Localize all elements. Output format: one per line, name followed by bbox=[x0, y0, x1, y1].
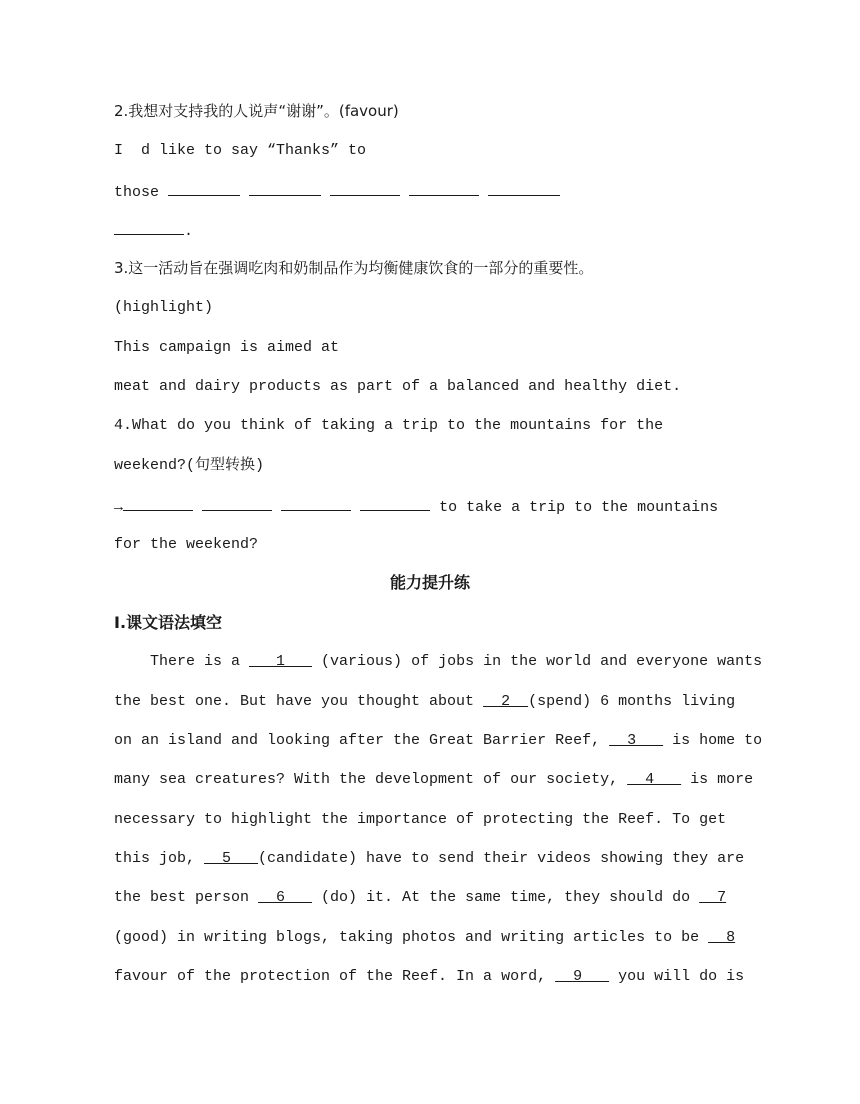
answer-blank[interactable] bbox=[114, 219, 184, 235]
q4-line1: 4.What do you think of taking a trip to the mountains for the bbox=[114, 417, 664, 434]
answer-blank[interactable] bbox=[330, 180, 400, 196]
passage-text: favour of the protection of the Reef. In a word, bbox=[114, 968, 556, 985]
blank-3[interactable]: 3 bbox=[609, 732, 664, 749]
blank-4[interactable]: 4 bbox=[627, 771, 682, 788]
passage-line: necessary to highlight the importance of protecting the Reef. To get bbox=[114, 811, 727, 828]
passage-line bbox=[114, 849, 744, 869]
q3-prompt: 3.这一活动旨在强调吃肉和奶制品作为均衡健康饮食的一部分的重要性。 bbox=[114, 259, 594, 277]
q4-line2: weekend?(句型转换) bbox=[114, 457, 265, 474]
passage-text: the best one. But have you thought about bbox=[114, 693, 484, 710]
q2-line3 bbox=[114, 219, 193, 239]
section-title: 能力提升练 bbox=[389, 573, 470, 592]
passage-text: you will do is bbox=[609, 968, 745, 985]
answer-blank[interactable] bbox=[123, 495, 193, 511]
passage-line bbox=[114, 652, 762, 672]
passage-text: this job, bbox=[114, 850, 205, 867]
passage-text: the best person bbox=[114, 889, 259, 906]
q4-line3 bbox=[114, 495, 718, 515]
passage-text: on an island and looking after the Great Barrier Reef, bbox=[114, 732, 610, 749]
passage-line bbox=[114, 731, 762, 751]
passage-text: (various) of jobs in the world and everyone wants bbox=[312, 653, 763, 670]
answer-blank[interactable] bbox=[202, 495, 272, 511]
q2-prompt: 2.我想对支持我的人说声“谢谢”。(favour) bbox=[114, 102, 399, 120]
q4-line3-end: to take a trip to the mountains bbox=[430, 499, 719, 516]
passage-text: (do) it. At the same time, they should do bbox=[312, 889, 700, 906]
blank-7[interactable]: 7 bbox=[699, 889, 727, 906]
passage-text: (good) in writing blogs, taking photos and writing articles to be bbox=[114, 929, 709, 946]
answer-blank[interactable] bbox=[249, 180, 321, 196]
passage-text: (candidate) have to send their videos showing they are bbox=[258, 850, 745, 867]
blank-9[interactable]: 9 bbox=[555, 968, 610, 985]
passage-text: (spend) 6 months living bbox=[528, 693, 736, 710]
passage-line bbox=[114, 967, 744, 987]
answer-blank[interactable] bbox=[281, 495, 351, 511]
q2-line2 bbox=[114, 180, 560, 200]
passage-text: is home to bbox=[663, 732, 763, 749]
blank-8[interactable]: 8 bbox=[708, 929, 736, 946]
answer-blank[interactable] bbox=[488, 180, 560, 196]
blank-1[interactable]: 1 bbox=[249, 653, 313, 670]
passage-text: many sea creatures? With the development of our society, bbox=[114, 771, 628, 788]
passage-text: is more bbox=[681, 771, 754, 788]
q3-line1: This campaign is aimed at bbox=[114, 339, 340, 356]
q2-line1: I d like to say “Thanks” to bbox=[114, 142, 367, 159]
passage-text: There is a bbox=[114, 653, 250, 670]
passage-line bbox=[114, 888, 726, 908]
blank-2[interactable]: 2 bbox=[483, 693, 529, 710]
answer-blank[interactable] bbox=[360, 495, 430, 511]
arrow-icon: → bbox=[114, 499, 124, 516]
blank-5[interactable]: 5 bbox=[204, 850, 259, 867]
q3-hint: (highlight) bbox=[114, 299, 214, 316]
q2-line2-start: those bbox=[114, 184, 160, 201]
passage-line bbox=[114, 928, 735, 948]
sub-title: Ⅰ.课文语法填空 bbox=[114, 613, 223, 632]
q3-line2: meat and dairy products as part of a balanced and healthy diet. bbox=[114, 378, 682, 395]
answer-blank[interactable] bbox=[409, 180, 479, 196]
blank-6[interactable]: 6 bbox=[258, 889, 313, 906]
answer-blank[interactable] bbox=[168, 180, 240, 196]
passage-line bbox=[114, 692, 735, 712]
passage-line bbox=[114, 770, 753, 790]
q4-line4: for the weekend? bbox=[114, 536, 259, 553]
q2-line3-end: . bbox=[184, 223, 194, 240]
